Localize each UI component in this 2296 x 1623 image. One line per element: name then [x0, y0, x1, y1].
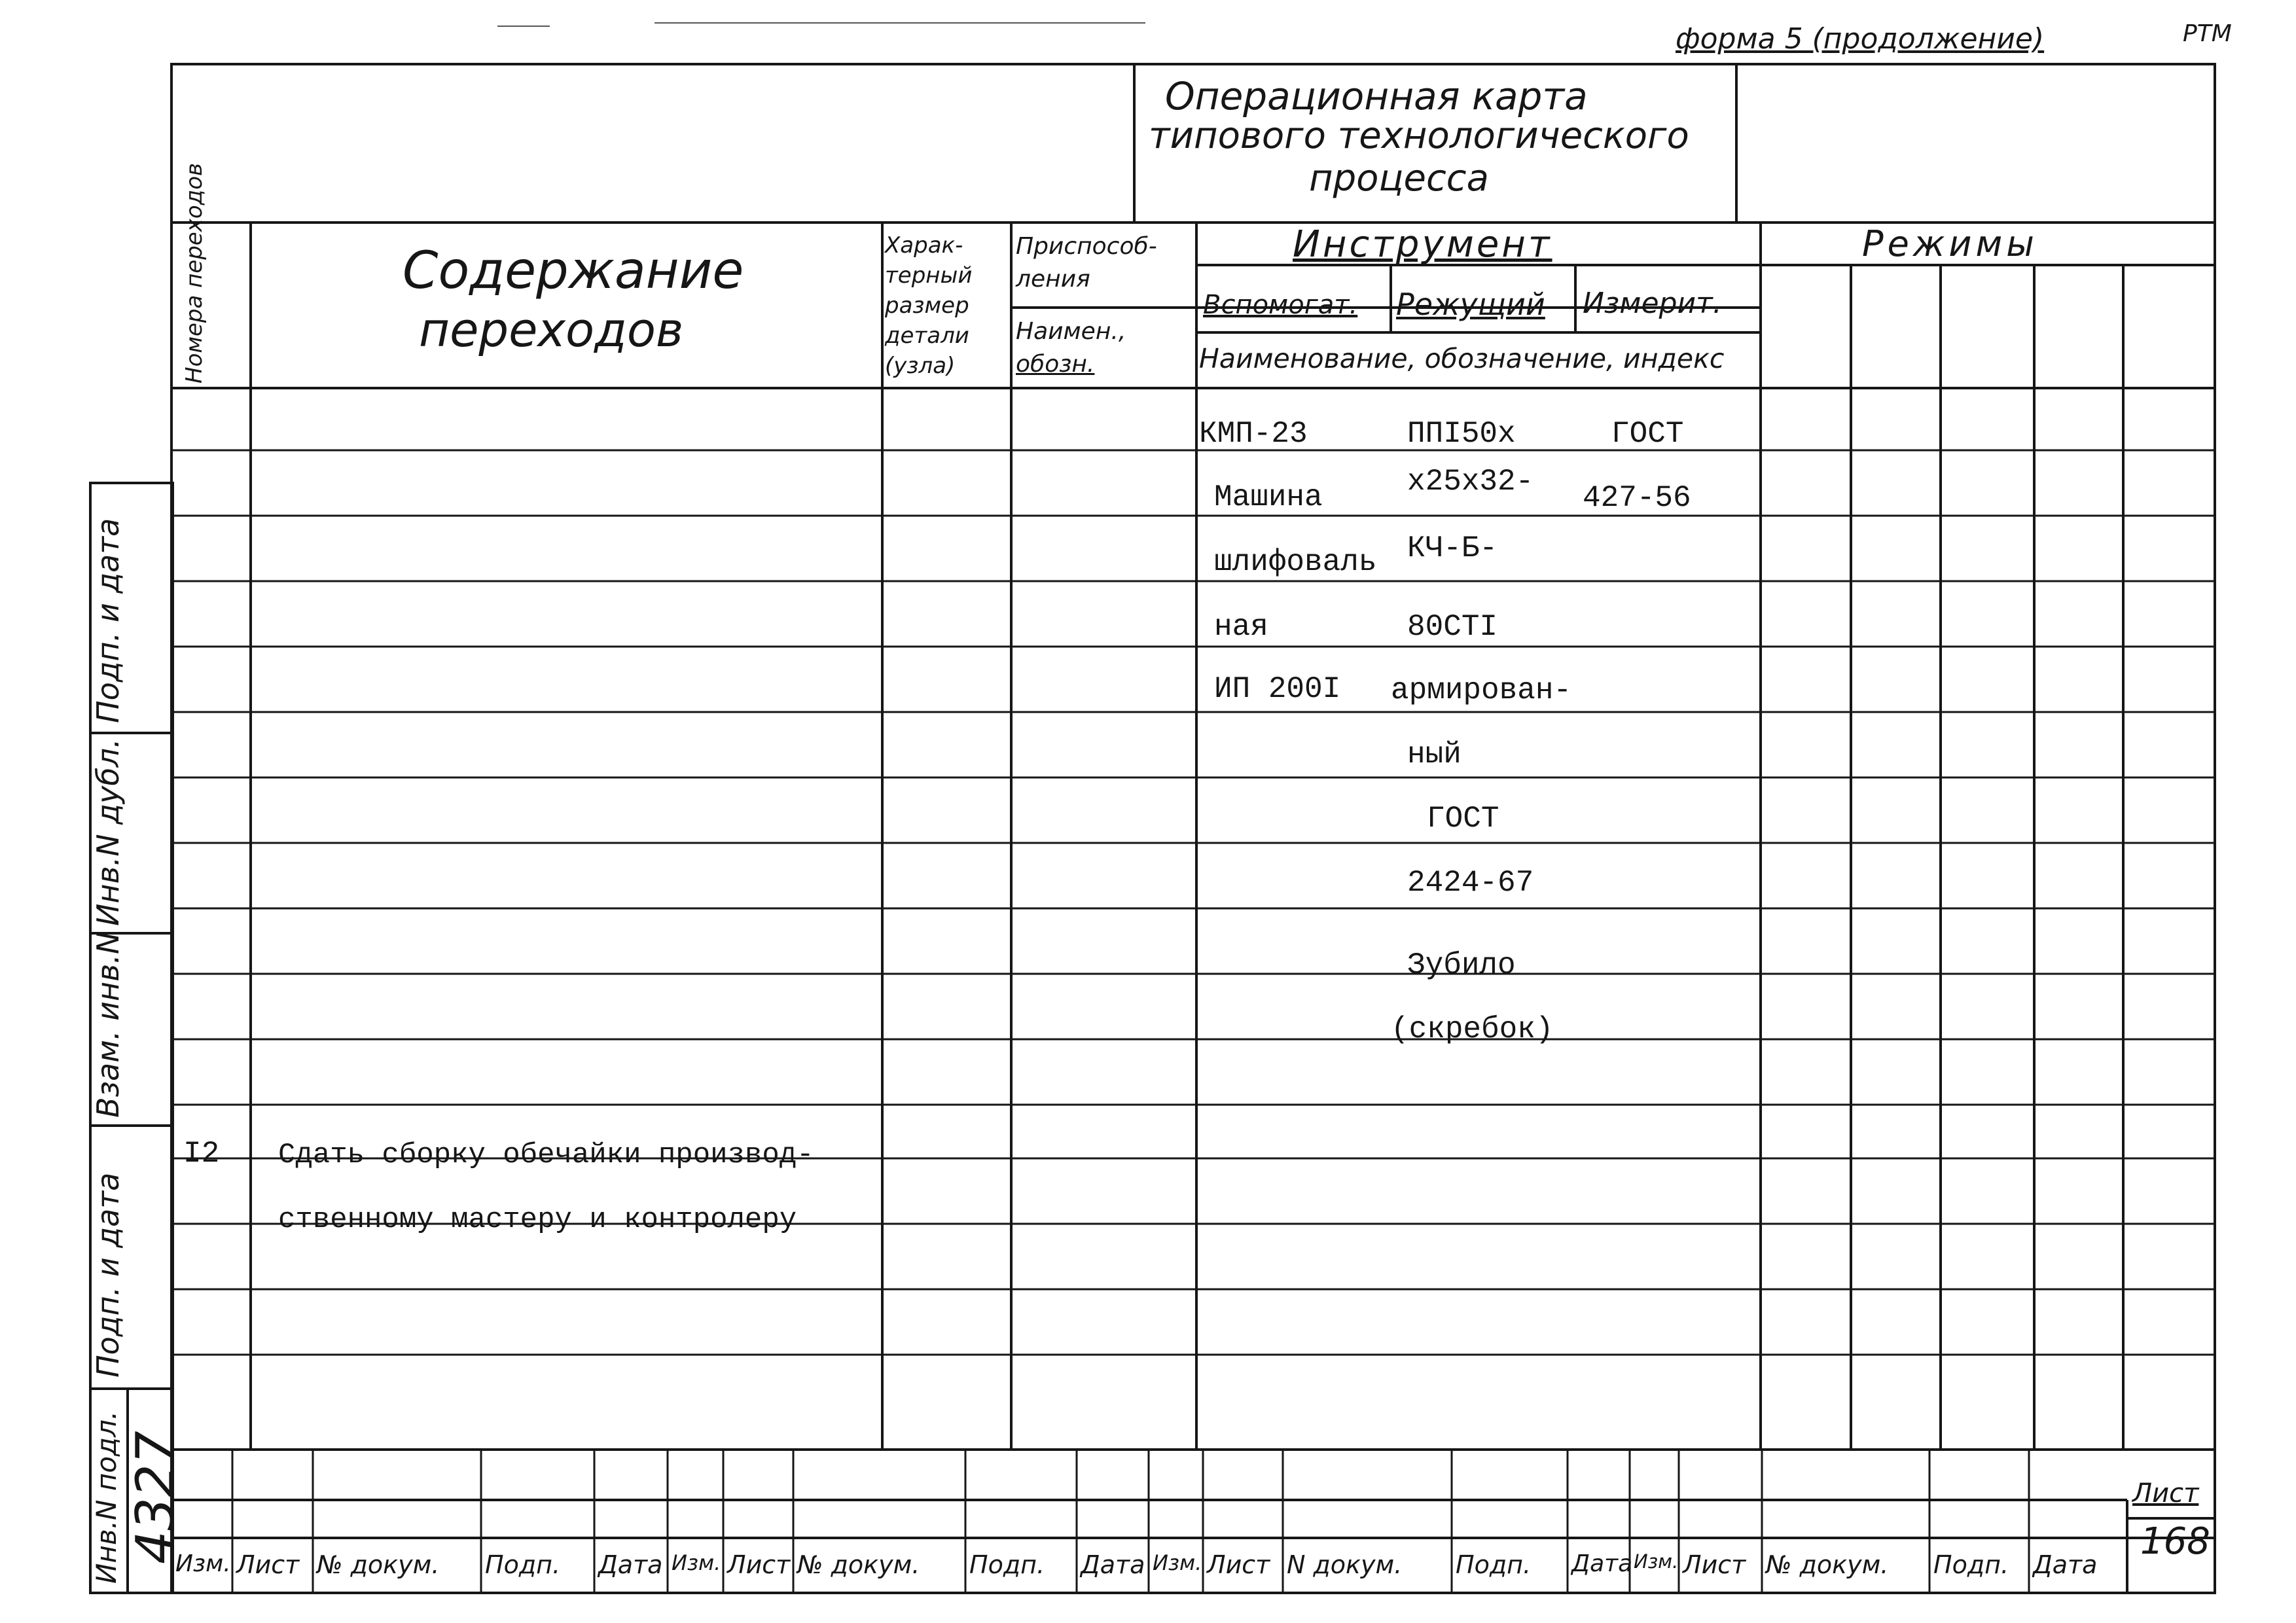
header-modes: Режимы	[1862, 223, 2038, 264]
stamp-sign-date: Подп. и дата	[90, 518, 126, 723]
footer-label: Дата	[1571, 1550, 1633, 1577]
footer-label: Лист	[727, 1550, 791, 1579]
header-fixtures	[1016, 230, 1157, 296]
footer-label: Дата	[598, 1550, 663, 1579]
cutting-tool-line: ППI50х	[1407, 417, 1516, 451]
footer-label: Изм.	[1634, 1550, 1679, 1573]
measuring-tool-line: 427-56	[1583, 481, 1691, 515]
char-size-line: размер	[885, 293, 969, 319]
header-cutting: Режущий	[1396, 287, 1545, 322]
step-text-line-2: ственному мастеру и контролеру	[278, 1204, 797, 1236]
form-label: форма 5 (продолжение)	[1676, 22, 2045, 56]
aux-tool-line: ИП 200I	[1214, 672, 1341, 706]
header-char-size	[885, 230, 1009, 381]
cutting-tool-line: (скребок)	[1391, 1012, 1554, 1046]
aux-tool-line: КМП-23	[1199, 417, 1308, 451]
footer-label: N докум.	[1287, 1550, 1403, 1579]
stamp-orig-inv: Инв.N подл.	[90, 1410, 122, 1584]
sheet-label: Лист	[2132, 1478, 2199, 1508]
footer-label: № докум.	[317, 1550, 440, 1579]
sheet-number: 168	[2140, 1520, 2210, 1563]
header-content-line-1: Содержание	[403, 241, 744, 300]
footer-label: № докум.	[1766, 1550, 1889, 1579]
footer-label: Подп.	[1933, 1550, 2009, 1579]
cutting-tool-line: 80СТI	[1407, 610, 1498, 644]
char-size-line: Харак-	[885, 232, 963, 259]
footer-label: Подп.	[969, 1550, 1045, 1579]
stamp-sign-date-2: Подп. и дата	[90, 1172, 126, 1378]
footer-label: Лист	[1683, 1550, 1746, 1579]
footer-label: Подп.	[1456, 1550, 1532, 1579]
footer-label: Изм.	[672, 1550, 721, 1575]
inv-number: 4327	[125, 1431, 186, 1564]
step-number: I2	[183, 1137, 220, 1171]
aux-tool-line: шлифоваль	[1214, 545, 1377, 579]
fixtures-line: Приспособ-	[1016, 233, 1157, 260]
header-measuring: Измерит.	[1583, 287, 1722, 320]
stamp-dup-inv: Инв.N дубл.	[90, 738, 126, 926]
footer-label: Дата	[1081, 1550, 1145, 1579]
aux-tool-line: Машина	[1214, 480, 1323, 514]
char-size-line: (узла)	[885, 353, 956, 379]
footer-label: № докум.	[797, 1550, 920, 1579]
aux-tool-line: ная	[1214, 610, 1268, 644]
cutting-tool-line: Зубило	[1407, 948, 1516, 982]
footer-label: Подп.	[485, 1550, 561, 1579]
step-text-line-1: Сдать сборку обечайки производ-	[278, 1139, 814, 1171]
footer-label: Изм.	[1153, 1550, 1202, 1575]
fixtures-name-line: обозн.	[1016, 351, 1095, 378]
footer-label: Лист	[236, 1550, 300, 1579]
footer-label: Лист	[1207, 1550, 1270, 1579]
title-line-1: Операционная карта	[1165, 74, 1588, 118]
char-size-line: терный	[885, 262, 973, 289]
cutting-tool-line: 2424-67	[1407, 866, 1534, 900]
char-size-line: детали	[885, 323, 969, 349]
stamp-replace-inv: Взам. инв.N	[90, 931, 126, 1118]
header-aux: Вспомогат.	[1203, 290, 1358, 320]
fixtures-line: ления	[1016, 266, 1090, 293]
title-line-2: типового технологического	[1149, 115, 1689, 157]
footer-label: Дата	[2033, 1550, 2098, 1579]
rtm-label: РТМ	[2183, 20, 2232, 47]
cutting-tool-line: ный	[1407, 738, 1462, 772]
cutting-tool-line: ГОСТ	[1427, 802, 1499, 836]
header-transition-no: Номера переходов	[181, 162, 207, 383]
header-instrument: Инструмент	[1293, 223, 1552, 266]
cutting-tool-line: армирован-	[1391, 673, 1572, 707]
cutting-tool-line: х25х32-	[1407, 465, 1534, 499]
cutting-tool-line: КЧ-Б-	[1407, 531, 1498, 565]
title-line-3: процесса	[1309, 157, 1489, 200]
header-fixtures-name	[1016, 315, 1126, 381]
header-content-line-2: переходов	[419, 302, 684, 357]
header-name-index: Наименование, обозначение, индекс	[1199, 343, 1725, 374]
footer-label: Изм.	[175, 1550, 231, 1577]
measuring-tool-line: ГОСТ	[1611, 417, 1684, 451]
fixtures-name-line: Наимен.,	[1016, 318, 1126, 345]
